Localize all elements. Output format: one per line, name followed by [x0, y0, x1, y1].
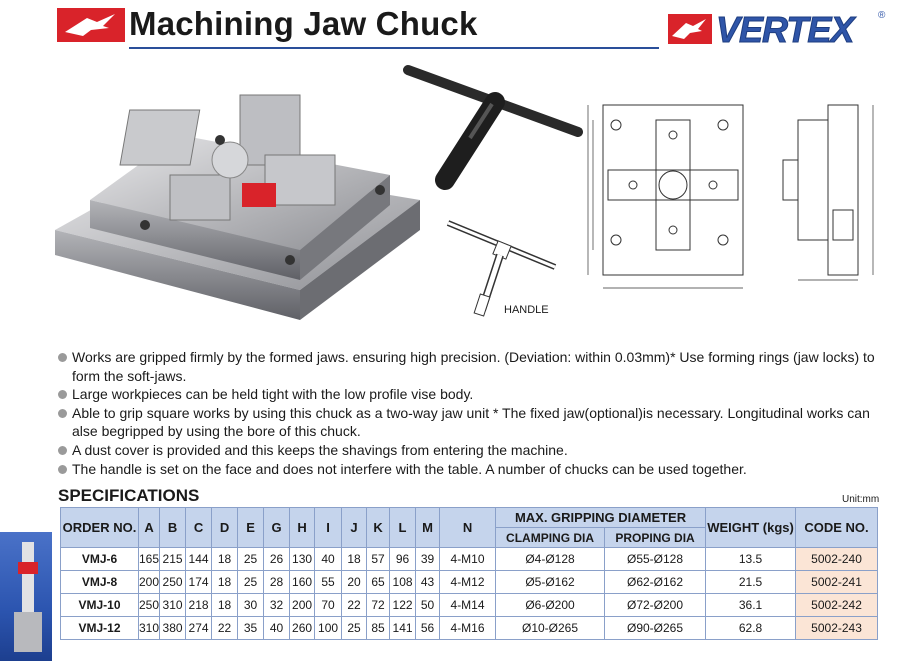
brand-eagle-icon — [668, 14, 712, 44]
dim-header: I — [315, 508, 342, 548]
dim-cell: 4-M14 — [440, 594, 496, 617]
clamping-cell: Ø6-Ø200 — [496, 594, 605, 617]
unit-label: Unit:mm — [842, 494, 880, 505]
dim-header: K — [367, 508, 390, 548]
vertex-eagle-logo — [57, 8, 125, 42]
dim-header: B — [160, 508, 186, 548]
handle-label: HANDLE — [504, 304, 549, 316]
dim-header: D — [212, 508, 238, 548]
t-handle-photo — [400, 60, 585, 195]
code-cell: 5002-243 — [796, 617, 878, 640]
dim-cell: 40 — [315, 548, 342, 571]
bullet-icon — [58, 390, 67, 399]
dim-header: G — [264, 508, 290, 548]
proping-cell: Ø62-Ø162 — [605, 571, 706, 594]
dim-cell: 100 — [315, 617, 342, 640]
dim-cell: 25 — [238, 571, 264, 594]
dim-cell: 18 — [212, 548, 238, 571]
bullet-icon — [58, 446, 67, 455]
dim-cell: 72 — [367, 594, 390, 617]
dim-cell: 30 — [238, 594, 264, 617]
clamping-cell: Ø4-Ø128 — [496, 548, 605, 571]
weight-cell: 21.5 — [706, 571, 796, 594]
model-cell: VMJ-12 — [61, 617, 139, 640]
specifications-heading: SPECIFICATIONS — [58, 486, 200, 505]
list-item: Large workpieces can be held tight with the low profile vise body. — [58, 385, 878, 404]
dim-cell: 85 — [367, 617, 390, 640]
dim-cell: 20 — [342, 571, 367, 594]
list-item: The handle is set on the face and does not interfere with the table. A number of chucks can be used together. — [58, 460, 878, 479]
dim-cell: 22 — [342, 594, 367, 617]
bullet-icon — [58, 353, 67, 362]
dim-cell: 144 — [186, 548, 212, 571]
dim-cell: 57 — [367, 548, 390, 571]
model-cell: VMJ-6 — [61, 548, 139, 571]
dim-cell: 32 — [264, 594, 290, 617]
weight-cell: 13.5 — [706, 548, 796, 571]
title-underline — [129, 47, 659, 49]
front-view-drawing — [578, 100, 753, 295]
feature-list — [58, 348, 878, 478]
table-row — [61, 617, 878, 640]
dim-cell: 260 — [290, 617, 315, 640]
dim-cell: 26 — [264, 548, 290, 571]
bullet-icon — [58, 409, 67, 418]
bullet-icon — [58, 465, 67, 474]
dim-cell: 56 — [416, 617, 440, 640]
dim-cell: 55 — [315, 571, 342, 594]
dim-cell: 250 — [139, 594, 160, 617]
weight-cell: 62.8 — [706, 617, 796, 640]
registered-mark: ® — [878, 10, 886, 21]
table-row — [61, 548, 878, 571]
model-cell: VMJ-8 — [61, 571, 139, 594]
dim-cell: 160 — [290, 571, 315, 594]
dim-cell: 380 — [160, 617, 186, 640]
code-cell: 5002-240 — [796, 548, 878, 571]
specifications-table — [60, 507, 878, 640]
clamping-cell: Ø10-Ø265 — [496, 617, 605, 640]
table-row — [61, 594, 878, 617]
vertex-brand-logo — [668, 9, 886, 50]
dim-cell: 122 — [390, 594, 416, 617]
model-cell: VMJ-10 — [61, 594, 139, 617]
dim-cell: 35 — [238, 617, 264, 640]
brand-name: VERTEX — [716, 9, 854, 50]
page-title: Machining Jaw Chuck — [129, 5, 478, 42]
dim-cell: 28 — [264, 571, 290, 594]
code-cell: 5002-242 — [796, 594, 878, 617]
list-item: A dust cover is provided and this keeps the shavings from entering the machine. — [58, 441, 878, 460]
dim-cell: 4-M16 — [440, 617, 496, 640]
table-row — [61, 571, 878, 594]
code-header: CODE NO. — [796, 508, 878, 548]
dim-cell: 96 — [390, 548, 416, 571]
dim-cell: 310 — [139, 617, 160, 640]
weight-header: WEIGHT (kgs) — [706, 508, 796, 548]
dim-cell: 43 — [416, 571, 440, 594]
dim-cell: 4-M10 — [440, 548, 496, 571]
weight-cell: 36.1 — [706, 594, 796, 617]
dim-cell: 39 — [416, 548, 440, 571]
side-view-drawing — [778, 100, 893, 285]
clamping-dia-header: CLAMPING DIA — [496, 528, 605, 548]
dim-cell: 165 — [139, 548, 160, 571]
dim-cell: 25 — [238, 548, 264, 571]
order-no-header: ORDER NO. — [61, 508, 139, 548]
dim-cell: 25 — [342, 617, 367, 640]
list-item: Works are gripped firmly by the formed jaws. ensuring high precision. (Deviation: within 0.03mm)* Use forming rings (jaw locks) to form the soft-jaws. — [58, 348, 878, 385]
dim-cell: 70 — [315, 594, 342, 617]
max-gripping-header: MAX. GRIPPING DIAMETER — [496, 508, 706, 528]
dim-cell: 174 — [186, 571, 212, 594]
dim-cell: 40 — [264, 617, 290, 640]
dim-cell: 141 — [390, 617, 416, 640]
dim-header: H — [290, 508, 315, 548]
dim-header: E — [238, 508, 264, 548]
dim-cell: 218 — [186, 594, 212, 617]
code-cell: 5002-241 — [796, 571, 878, 594]
dim-header: M — [416, 508, 440, 548]
dim-cell: 274 — [186, 617, 212, 640]
chuck-product-photo — [50, 80, 420, 330]
dim-cell: 200 — [139, 571, 160, 594]
dim-cell: 22 — [212, 617, 238, 640]
proping-dia-header: PROPING DIA — [605, 528, 706, 548]
dim-cell: 18 — [212, 571, 238, 594]
proping-cell: Ø72-Ø200 — [605, 594, 706, 617]
dim-cell: 50 — [416, 594, 440, 617]
dim-cell: 18 — [212, 594, 238, 617]
page-header — [0, 0, 900, 52]
dim-cell: 310 — [160, 594, 186, 617]
dim-cell: 130 — [290, 548, 315, 571]
dim-cell: 65 — [367, 571, 390, 594]
dim-cell: 215 — [160, 548, 186, 571]
dim-cell: 200 — [290, 594, 315, 617]
dim-header: N — [440, 508, 496, 548]
dim-cell: 108 — [390, 571, 416, 594]
dim-header: C — [186, 508, 212, 548]
dim-cell: 4-M12 — [440, 571, 496, 594]
clamping-cell: Ø5-Ø162 — [496, 571, 605, 594]
side-product-photo — [0, 532, 52, 661]
dim-header: L — [390, 508, 416, 548]
dim-cell: 18 — [342, 548, 367, 571]
list-item: Able to grip square works by using this chuck as a two-way jaw unit * The fixed jaw(optional)is necessary. Longitudinal works can alse begripped by using the bore of this chuck. — [58, 404, 878, 441]
dim-header: A — [139, 508, 160, 548]
proping-cell: Ø90-Ø265 — [605, 617, 706, 640]
proping-cell: Ø55-Ø128 — [605, 548, 706, 571]
dim-cell: 250 — [160, 571, 186, 594]
dim-header: J — [342, 508, 367, 548]
